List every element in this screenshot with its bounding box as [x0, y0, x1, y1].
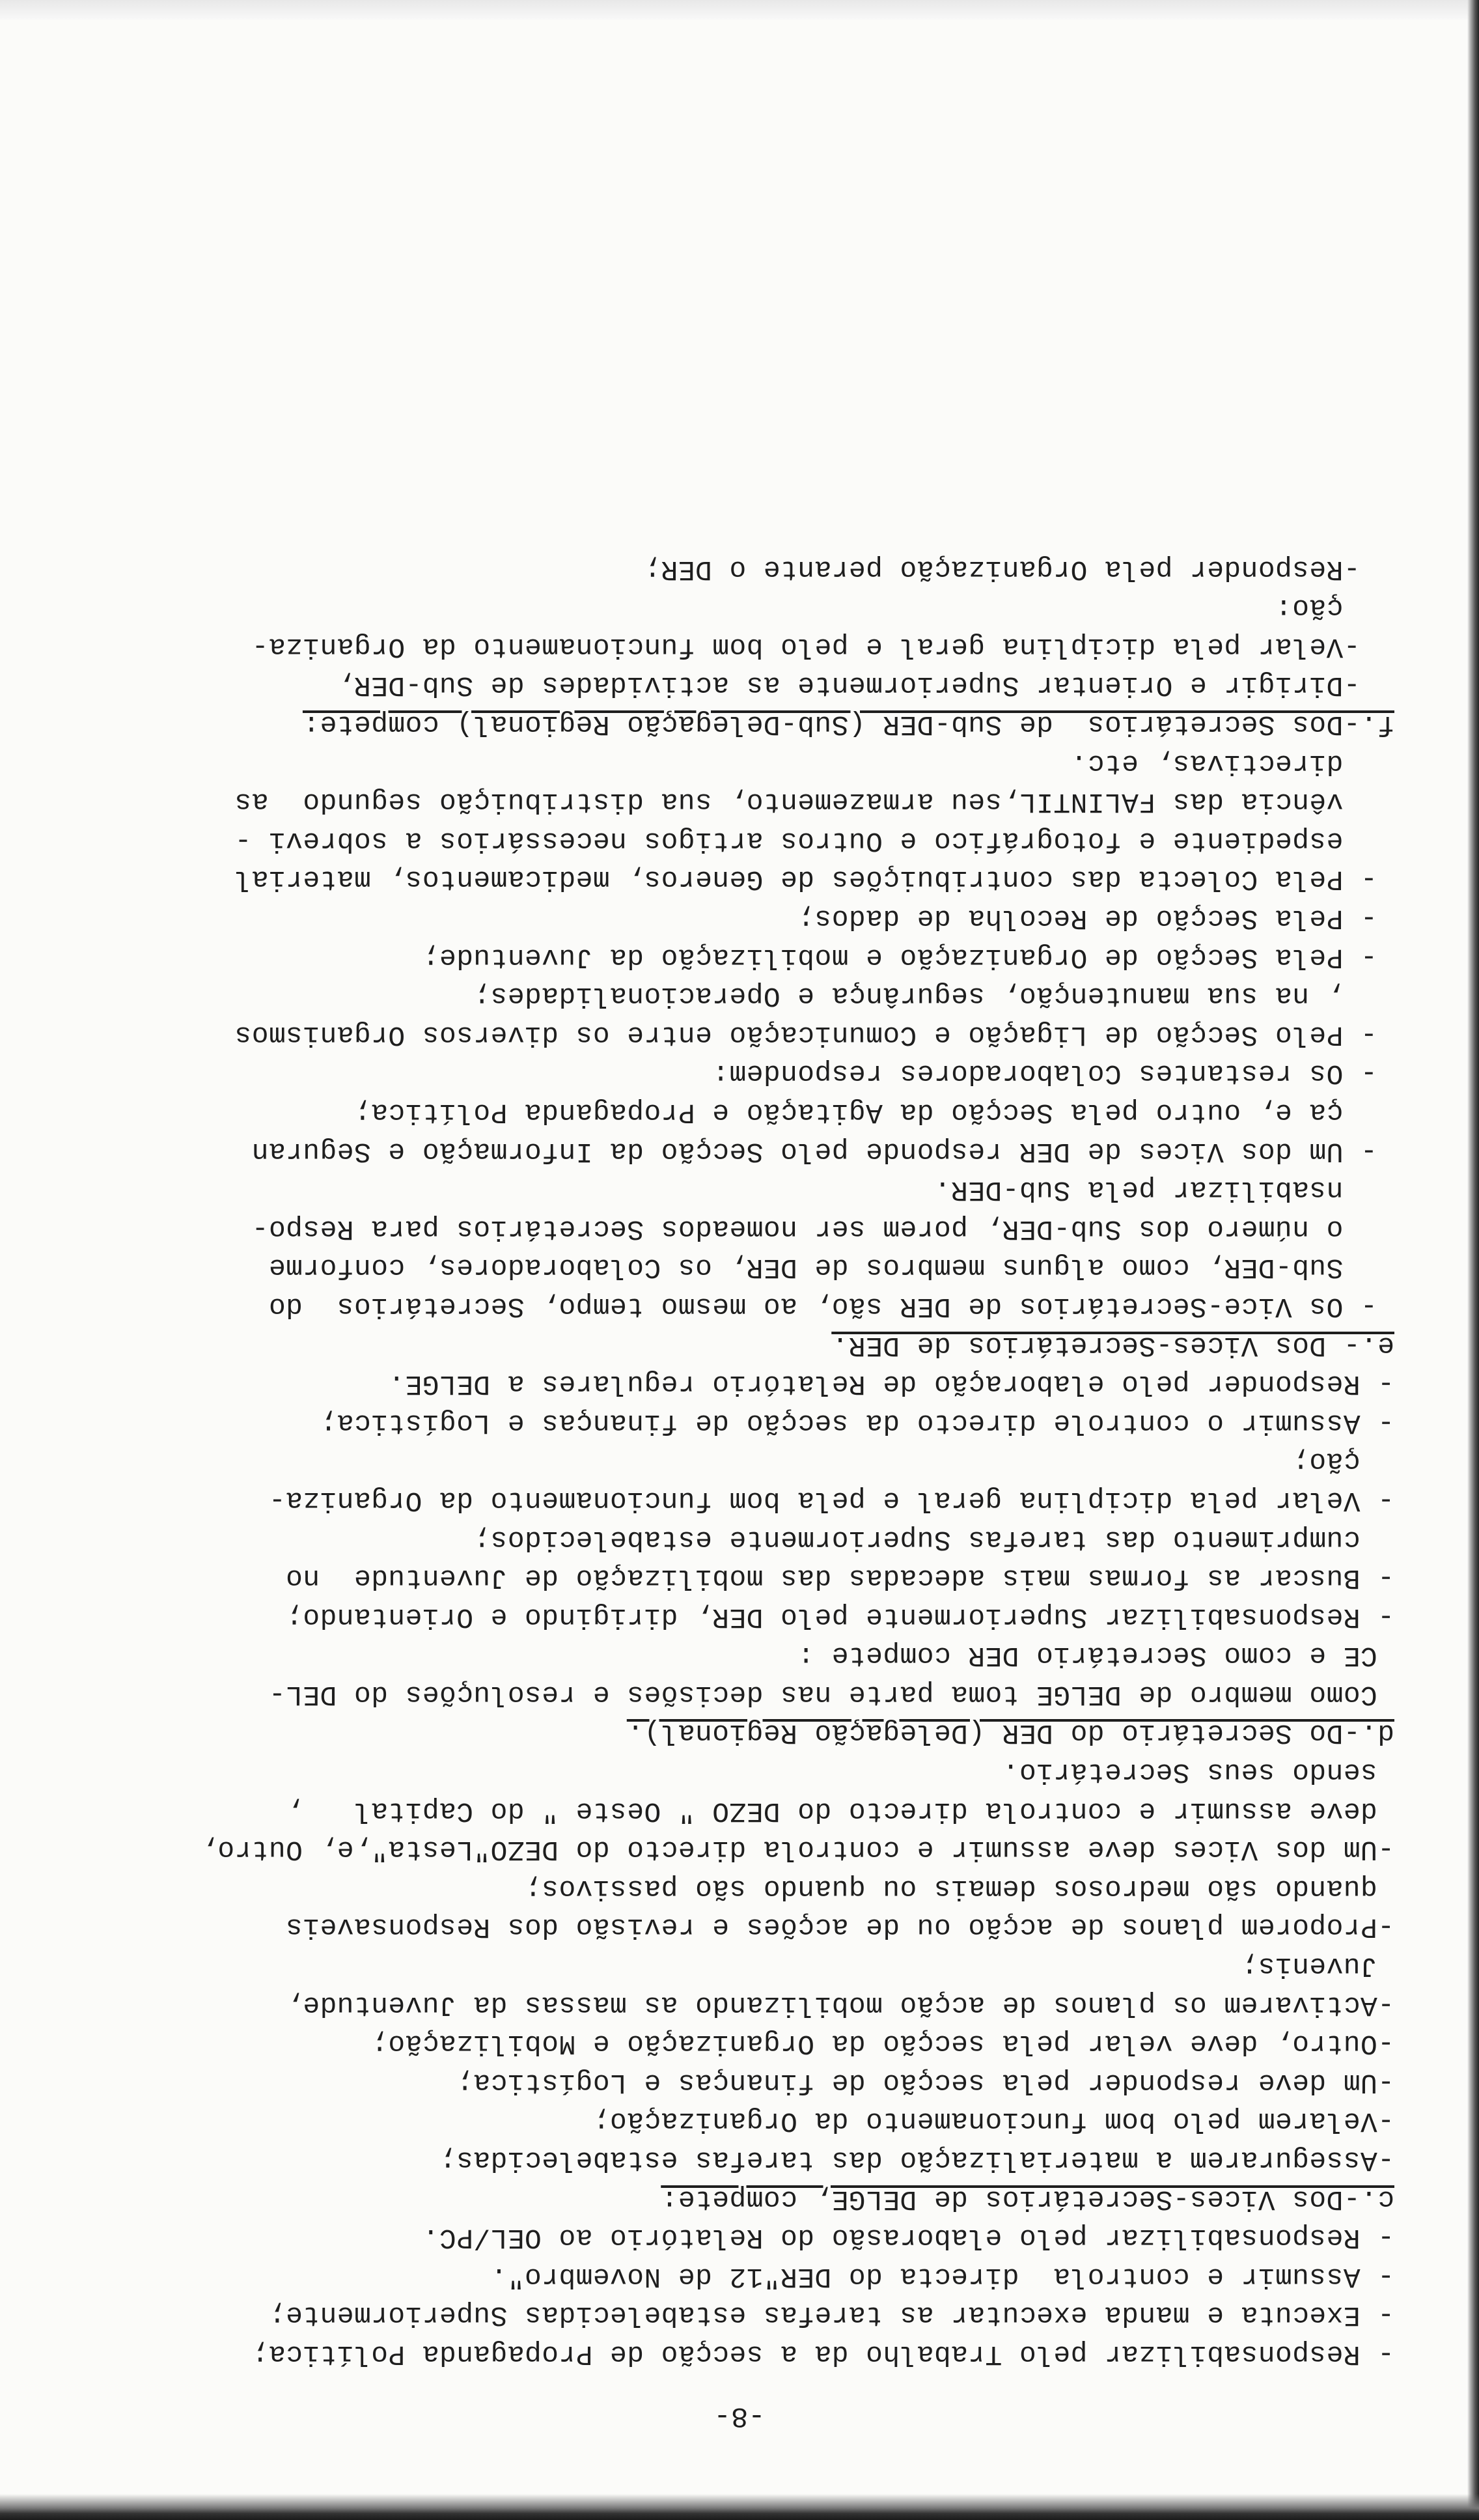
text-line: ção:	[1275, 592, 1394, 624]
text-line: - Assumir o controle directo da secção de finanças e Logística;	[320, 1407, 1394, 1439]
text-line: -Activarem os planos de acção mobilizando as massas da Juventude,	[285, 1989, 1394, 2021]
text-line: -Um dos Vices deve assumir e controla directo do DEZO"Lesta",e, Outro,	[200, 1834, 1394, 1866]
text-line: Como membro de DELGE toma parte nas decisões e resoluções do DEL-	[268, 1678, 1394, 1711]
text-line: - Executa e manda executar as tarefas estabelecidas Superiormente;	[268, 2299, 1394, 2332]
document-body	[86, 550, 1394, 2373]
text-line: - Pela Secção de Organização e mobilização da Juventude;	[422, 941, 1394, 973]
text-line: cumprimento das tarefas Superiormente estabelecidos;	[473, 1523, 1394, 1556]
text-line: vência das FALINTIL,seu armazemento, sua distribuição segundo as	[234, 786, 1394, 819]
text-line: ção;	[1292, 1446, 1394, 1478]
text-line: - Velar pela diciplina geral e pela bom funcionamento da Organiza-	[268, 1484, 1394, 1517]
text-line: -Assegurarem a materialização das tarefas estabelecidas;	[439, 2144, 1394, 2177]
text-line: espediente e fotográfico e Outros artigos necessários a sobrevi -	[234, 824, 1394, 857]
text-line: - Pela Secção de Recolha de dados;	[797, 903, 1394, 935]
text-line: , na sua manutenção, segurânça e Operacionalidades;	[473, 980, 1394, 1013]
text-line: - Pelo Secção de Ligação e Comunicação entre os diversos Organismos	[234, 1018, 1394, 1051]
text-line: sendo seus Secretário.	[1002, 1756, 1394, 1789]
text-line: -Outro, deve velar pela secção da Organização e Mobilização;	[370, 2028, 1394, 2060]
text-line: - Responsabilizar pelo elaborasão do Relatório ao OEL/PC.	[422, 2222, 1394, 2254]
text-line: nsabilizar pela Sub-DER.	[933, 1174, 1394, 1207]
text-line: -Dirigir e Orientar Superiormente as actividades de Sub-DER,	[337, 669, 1394, 702]
text-line: quando são medrosos demais ou quando são passivos;	[524, 1872, 1394, 1905]
text-line: CE e como Secretário DER compete :	[797, 1640, 1394, 1672]
text-line: o número dos Sub-DER, porem ser nomeados Secretários para Respo-	[251, 1212, 1394, 1245]
text-line: directivas, etc.	[1070, 747, 1394, 779]
text-line: - Responder pelo elaboração de Relatório regulares a DELGE.	[387, 1368, 1394, 1401]
text-line: -Proporem planos de acção ou de acções e revisão dos Responsaveis	[285, 1911, 1394, 1944]
section-heading: f.-Dos Secretários de Sub-DER (Sub-Delegação Regional) compete:	[302, 708, 1394, 741]
section-heading: c.-Dos Vices-Secretários de DELGE, compete:	[661, 2183, 1394, 2215]
text-line: - Responsabilizar pelo Trabalho da a secção de Propaganda Política;	[251, 2338, 1394, 2370]
text-line: - Os Vice-Secretários de DER são, ao mesmo tempo, Secretários do	[268, 1290, 1394, 1323]
text-line: -Velarem pelo bom funcionamento da Organização;	[592, 2105, 1394, 2138]
text-line: -Velar pela diciplina geral e pelo bom funcionamento da Organiza-	[251, 630, 1394, 663]
text-line: - Responsabilizar Superiormente pelo DER, dirigindo e Orientando;	[285, 1601, 1394, 1633]
section-heading: e.- Dos Vices-Secretários de DER.	[831, 1329, 1394, 1362]
text-line: - Os restantes Colaboradores respondem:	[712, 1057, 1394, 1090]
text-line: - Um dos Vices de DER responde pelo Secção da Informação e Seguran	[251, 1135, 1394, 1168]
text-line: ça e, outro pela Secção da Agitação e Propaganda Política;	[353, 1097, 1394, 1128]
text-line: deve assumir e controla directo do DEZO " Oeste " do Capital ,	[285, 1795, 1394, 1827]
text-line: - Assumir e controla directa do DER"12 de Novembro".	[490, 2260, 1394, 2293]
text-line: Sub-DER, como alguns membros de DER, os Colaboradores, conforme	[268, 1252, 1394, 1284]
text-line: - Buscar as formas mais adecadas das mobilização de Juventude no	[285, 1562, 1394, 1595]
section-heading: d.-Do Secretário do DER (Delegação Regional).	[626, 1717, 1394, 1750]
text-line: Juvenis;	[1241, 1950, 1394, 1983]
page-number: -8-	[713, 2400, 766, 2432]
text-line: - Pela Colecta das contribuições de Generos, medicamentos, material	[234, 863, 1394, 896]
text-line: -Um deve responder pela secção de finanças e Logística;	[456, 2066, 1394, 2099]
text-line: -Responder pela Organização perante o DER;	[644, 553, 1394, 585]
